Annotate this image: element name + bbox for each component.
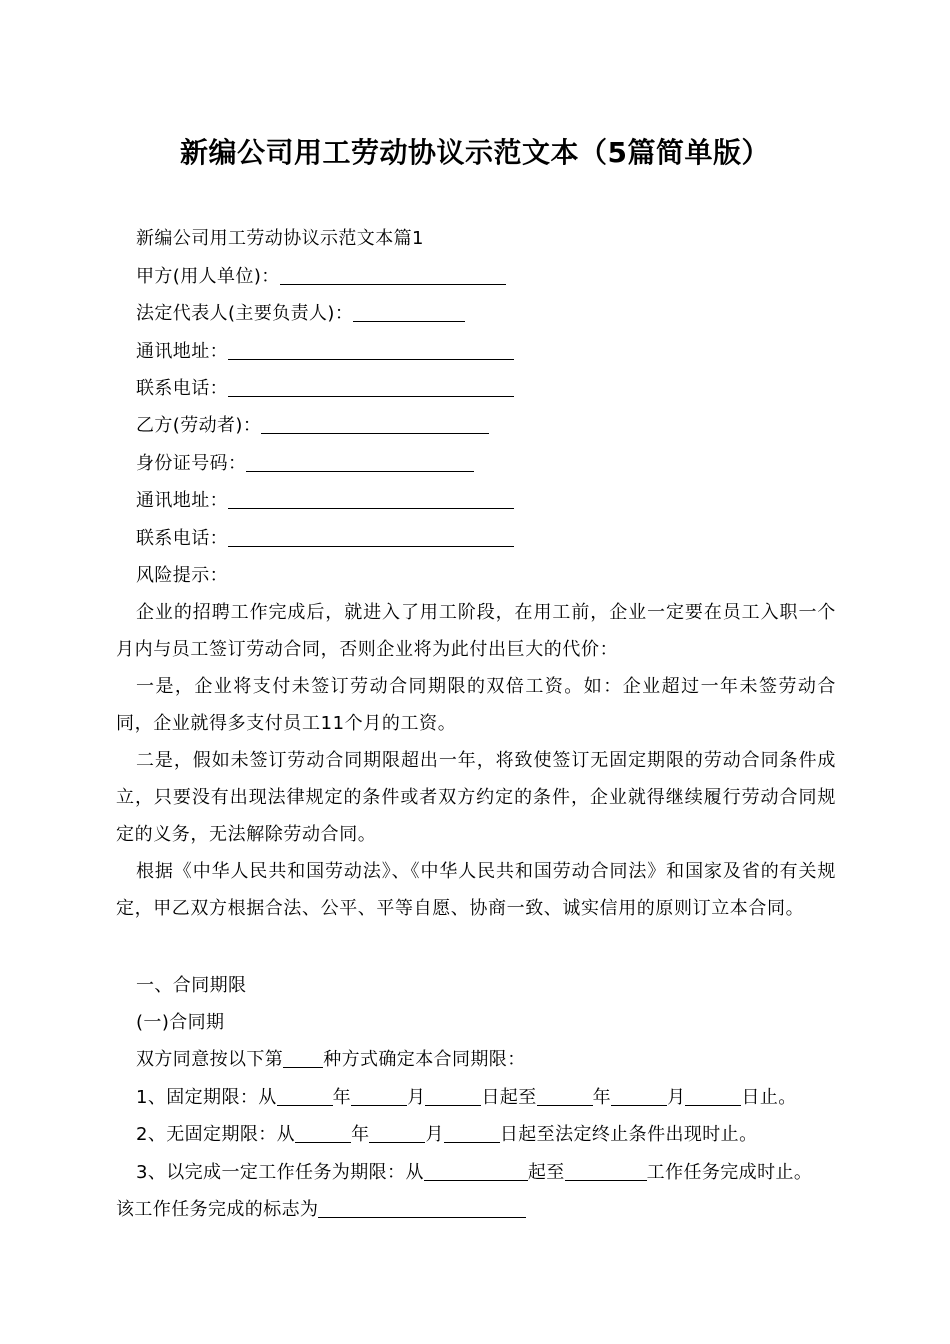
address-b-label: 通讯地址： <box>136 490 228 511</box>
party-a-blank[interactable] <box>280 266 506 285</box>
fixed-end-day-blank[interactable] <box>685 1087 741 1106</box>
fixed-start-month-blank[interactable] <box>351 1087 407 1106</box>
year-label: 年 <box>332 1087 352 1108</box>
paragraph-two: 二是，假如未签订劳动合同期限超出一年，将致使签订无固定期限的劳动合同条件成立，只要没有出现法律规定的条件或者双方约定的条件，企业就得继续履行劳动合同规定的义务，无法解除劳动合同。 <box>116 750 836 845</box>
term-choice-prefix: 双方同意按以下第 <box>136 1049 284 1070</box>
year-label: 年 <box>592 1087 612 1108</box>
address-a-blank[interactable] <box>228 341 514 360</box>
party-b-label: 乙方(劳动者)： <box>136 415 262 436</box>
term-choice-suffix: 种方式确定本合同期限： <box>323 1049 526 1070</box>
task-term-row <box>136 1161 812 1185</box>
address-b-blank[interactable] <box>228 490 514 509</box>
party-b-blank[interactable] <box>261 415 489 434</box>
legal-rep-blank[interactable] <box>353 303 465 322</box>
month-label: 月 <box>667 1087 686 1108</box>
party-a-row <box>136 265 506 289</box>
year-label: 年 <box>351 1124 370 1145</box>
day-from-label: 日起至 <box>481 1087 537 1108</box>
phone-a-label: 联系电话： <box>136 378 228 399</box>
party-a-label: 甲方(用人单位)： <box>136 266 280 287</box>
phone-b-blank[interactable] <box>228 528 514 547</box>
phone-a-blank[interactable] <box>228 378 514 397</box>
task-term-label: 3、以完成一定工作任务为期限：从 <box>136 1162 424 1183</box>
fixed-end-month-blank[interactable] <box>611 1087 667 1106</box>
task-to-label: 起至 <box>527 1162 565 1183</box>
task-start-blank[interactable] <box>424 1162 528 1181</box>
legal-rep-row <box>136 302 465 326</box>
contract-subtitle: 新编公司用工劳动协议示范文本篇1 <box>136 228 424 249</box>
open-term-row <box>136 1123 757 1147</box>
fixed-term-label: 1、固定期限：从 <box>136 1087 277 1108</box>
id-number-blank[interactable] <box>246 453 474 472</box>
risk-label: 风险提示： <box>136 565 228 586</box>
fixed-start-day-blank[interactable] <box>425 1087 481 1106</box>
month-label: 月 <box>425 1124 444 1145</box>
phone-b-row <box>136 527 514 551</box>
task-complete-label: 工作任务完成时止。 <box>646 1162 813 1183</box>
fixed-start-year-blank[interactable] <box>277 1087 333 1106</box>
paragraph-one: 一是，企业将支付未签订劳动合同期限的双倍工资。如：企业超过一年未签劳动合同，企业就得多支付员工11个月的工资。 <box>116 676 836 734</box>
legal-rep-label: 法定代表人(主要负责人)： <box>136 303 354 324</box>
task-name-blank[interactable] <box>565 1162 647 1181</box>
task-mark-row <box>116 1198 526 1222</box>
phone-a-row <box>136 377 514 401</box>
term-choice-row <box>136 1048 526 1072</box>
open-term-end-label: 日起至法定终止条件出现时止。 <box>499 1124 758 1145</box>
id-number-label: 身份证号码： <box>136 453 247 474</box>
address-a-row <box>136 340 514 364</box>
task-mark-blank[interactable] <box>318 1199 526 1218</box>
fixed-term-row <box>136 1086 797 1110</box>
party-b-row <box>136 414 489 438</box>
id-number-row <box>136 452 474 476</box>
month-label: 月 <box>407 1087 426 1108</box>
legal-basis-paragraph: 根据《中华人民共和国劳动法》、《中华人民共和国劳动合同法》和国家及省的有关规定，甲乙双方根据合法、公平、平等自愿、协商一致、诚实信用的原则订立本合同。 <box>116 861 836 919</box>
address-b-row <box>136 489 514 513</box>
open-start-day-blank[interactable] <box>444 1124 500 1143</box>
risk-paragraph: 企业的招聘工作完成后，就进入了用工阶段，在用工前，企业一定要在员工入职一个月内与员工签订劳动合同，否则企业将为此付出巨大的代价： <box>116 602 836 660</box>
subsection-heading-term: (一)合同期 <box>136 1012 225 1033</box>
open-term-label: 2、无固定期限：从 <box>136 1124 296 1145</box>
term-choice-blank[interactable] <box>283 1049 323 1068</box>
day-end-label: 日止。 <box>741 1087 797 1108</box>
task-mark-label: 该工作任务完成的标志为 <box>116 1199 319 1220</box>
fixed-end-year-blank[interactable] <box>537 1087 593 1106</box>
address-a-label: 通讯地址： <box>136 341 228 362</box>
open-start-month-blank[interactable] <box>369 1124 425 1143</box>
phone-b-label: 联系电话： <box>136 528 228 549</box>
document-title: 新编公司用工劳动协议示范文本（5篇简单版） <box>180 136 770 169</box>
section-heading-term: 一、合同期限 <box>136 975 247 996</box>
open-start-year-blank[interactable] <box>295 1124 351 1143</box>
